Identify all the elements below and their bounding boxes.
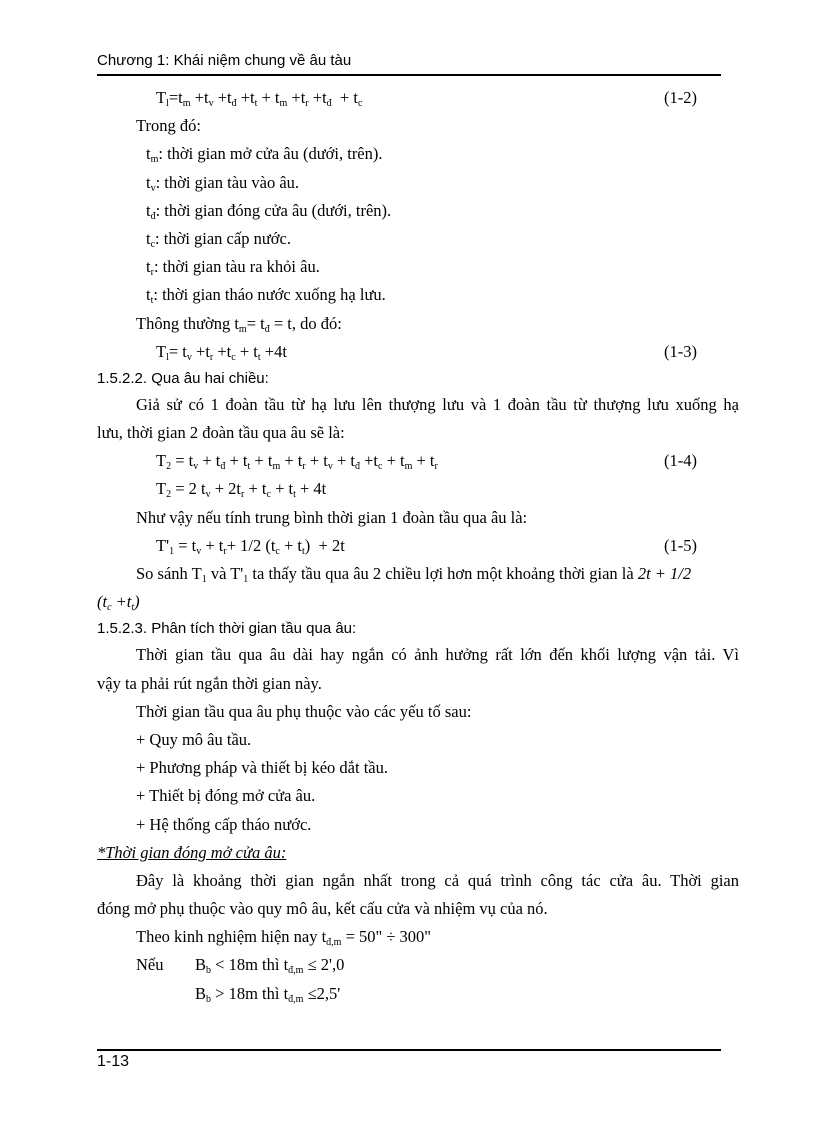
experience-line: Theo kinh nghiệm hiện nay $t_{đ,m} = 50$" ÷ 300" bbox=[136, 927, 432, 949]
bullet-item: + Phương pháp và thiết bị kéo dắt tầu. bbox=[136, 758, 388, 778]
thong-thuong-line: Thông thường $t_m= t_đ = t$, do đó: bbox=[136, 313, 342, 335]
page-number: 1-13 bbox=[97, 1053, 130, 1070]
sub-heading: *Thời gian đóng mở cửa âu: bbox=[97, 842, 287, 862]
equation-1-2: $T_l=t_m +t_v +t_đ +t_t + t_m +t_r +t_đ + t_c$ (1-2) bbox=[97, 84, 739, 112]
trong-do-label: Trong đó: bbox=[136, 116, 201, 136]
equation-number: (1-4) bbox=[664, 451, 697, 471]
paragraph-line: Giả sử có 1 đoàn tầu từ hạ lưu lên thượng lưu và 1 đoàn tầu từ thượng lưu xuống hạ bbox=[136, 394, 739, 414]
equation-t2: $T_2 = 2$ $t_v + 2t_r + t_c + t_t + 4t$ bbox=[156, 479, 327, 501]
condition-line-1: Nếu $B_b < 18m$ thì $t_{đ,m} \le 2',0$ bbox=[136, 955, 345, 977]
bullet-item: + Hệ thống cấp tháo nước. bbox=[136, 814, 312, 834]
bullet-item: + Thiết bị đóng mở cửa âu. bbox=[136, 786, 316, 806]
definition-item: $t_r$: thời gian tàu ra khỏi âu. bbox=[146, 257, 320, 279]
equation-1-3: $T_l= t_v +t_r +t_c + t_t +4t$ (1-3) bbox=[97, 338, 739, 366]
equation-number: (1-2) bbox=[664, 88, 697, 107]
equation-1-5: $T'_1 = t_v + t_r+ 1/2$ $(t_c + t_t) + 2t$ (1-5) bbox=[97, 532, 739, 560]
page-content bbox=[97, 84, 739, 1008]
comparison-line: So sánh $T_1$ và $T'_1$ ta thấy tầu qua âu 2 chiều lợi hơn một khoảng thời gian là 2t + 1/2 bbox=[136, 564, 692, 585]
comparison-line-cont: $(t_c +t_t)$ bbox=[97, 592, 140, 614]
equation-number: (1-3) bbox=[664, 341, 697, 361]
bullet-item: + Quy mô âu tầu. bbox=[136, 729, 252, 749]
definition-item: $t_đ$: thời gian đóng cửa âu (dưới, trên). bbox=[146, 200, 392, 222]
definition-item: $t_c$: thời gian cấp nước. bbox=[146, 228, 291, 250]
section-heading: 1.5.2.3. Phân tích thời gian tầu qua âu: bbox=[97, 620, 357, 638]
equation-1-4: $T_2 = t_v + t_đ + t_t + t_m + t_r + t_v + t_đ +t_c + t_m + t_r$ (1-4) bbox=[97, 447, 739, 475]
paragraph-line: Thời gian tầu qua âu dài hay ngắn có ảnh hưởng rất lớn đến khối lượng vận tải. Vì bbox=[136, 645, 739, 665]
paragraph-line: Đây là khoảng thời gian ngắn nhất trong cả quá trình công tác cửa âu. Thời gian bbox=[136, 870, 739, 890]
definition-item: $t_v$: thời gian tàu vào âu. bbox=[146, 172, 300, 194]
equation-number: (1-5) bbox=[664, 535, 697, 555]
footer-rule bbox=[97, 1049, 721, 1051]
page-header: Chương 1: Khái niệm chung về âu tàu bbox=[97, 52, 352, 69]
paragraph-line: Như vậy nếu tính trung bình thời gian 1 đoàn tầu qua âu là: bbox=[136, 507, 528, 527]
definition-item: $t_m$: thời gian mở cửa âu (dưới, trên). bbox=[146, 144, 383, 166]
condition-line-2: $B_b > 18m$ thì $t_{đ,m} \le 2,5'$ bbox=[195, 983, 341, 1005]
paragraph-line: vậy ta phải rút ngắn thời gian này. bbox=[97, 673, 322, 693]
paragraph-line: Thời gian tầu qua âu phụ thuộc vào các yếu tố sau: bbox=[136, 701, 472, 721]
paragraph-line: đóng mở phụ thuộc vào quy mô âu, kết cấu cửa và nhiệm vụ của nó. bbox=[97, 899, 548, 919]
section-heading: 1.5.2.2. Qua âu hai chiều: bbox=[97, 369, 269, 387]
definition-item: $t_t$: thời gian tháo nước xuống hạ lưu. bbox=[146, 285, 386, 307]
header-rule bbox=[97, 74, 721, 76]
paragraph-line: lưu, thời gian 2 đoàn tầu qua âu sẽ là: bbox=[97, 423, 345, 443]
